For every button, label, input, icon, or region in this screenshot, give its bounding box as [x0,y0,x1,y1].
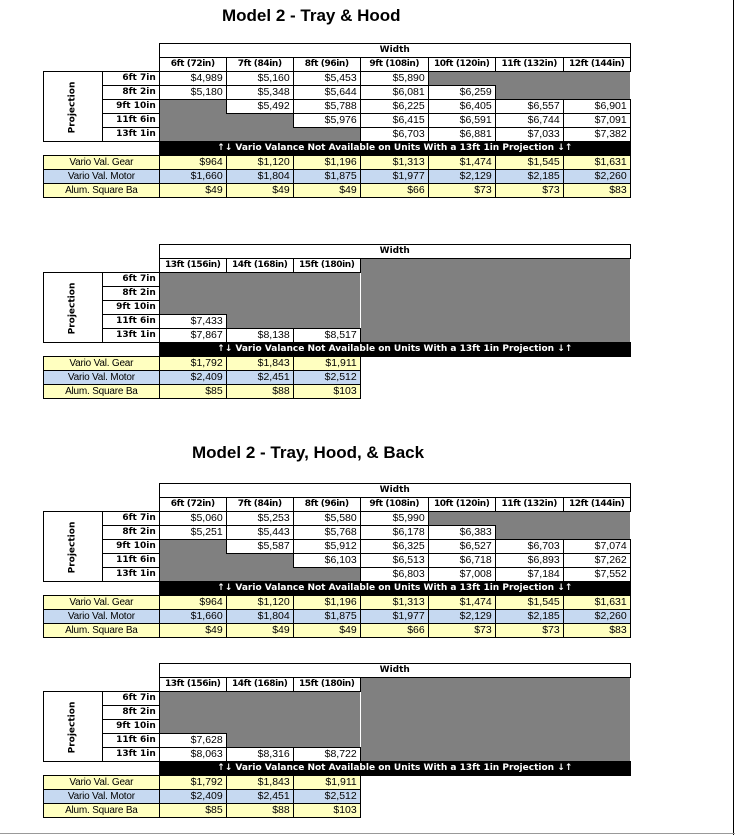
option-row-gear [44,776,631,790]
unavailable-cell [159,273,226,287]
option-label-motor: Vario Val. Motor [44,170,160,184]
row-header: 11ft 6in [102,114,159,128]
projection-header [44,273,103,343]
option-price: $1,120 [226,596,293,610]
row-header: 9ft 10in [102,720,159,734]
price-cell: $7,091 [563,114,630,128]
price-cell: $5,890 [360,72,428,86]
price-cell: $5,160 [226,72,293,86]
price-cell: $5,453 [293,72,360,86]
price-cell: $6,703 [360,128,428,142]
table-row [44,540,631,554]
column-header: 14ft (168in) [226,678,293,692]
price-cell: $6,703 [495,540,563,554]
price-cell: $6,527 [428,540,495,554]
column-header: 9ft (108in) [360,498,428,512]
option-price: $964 [159,596,226,610]
table-row [44,554,631,568]
price-cell: $4,989 [159,72,226,86]
unavailable-cell [226,273,293,287]
option-price: $1,804 [226,170,293,184]
option-row-gear [44,596,631,610]
option-price: $1,792 [159,357,226,371]
column-header: 6ft (72in) [159,498,226,512]
option-price: $73 [428,184,495,198]
table-row [44,86,631,100]
price-cell: $8,722 [293,748,360,762]
option-price: $2,512 [293,790,360,804]
projection-label: Projection [67,81,78,133]
option-price: $103 [293,804,360,818]
projection-label: Projection [67,521,78,573]
unavailable-cell [563,526,630,540]
page-bottom-border [0,833,735,834]
price-cell: $6,103 [293,554,360,568]
column-header-row [44,678,631,692]
width-header-row [44,484,631,498]
unavailable-cell [495,86,563,100]
unavailable-cell [563,72,630,86]
table-row [44,526,631,540]
unavailable-cell [226,315,293,329]
width-header: Width [159,484,630,498]
option-price: $1,196 [293,596,360,610]
option-price: $1,843 [226,776,293,790]
column-header: 7ft (84in) [226,498,293,512]
price-cell: $5,580 [293,512,360,526]
width-header-row [44,245,631,259]
option-row-square-bar [44,385,631,399]
projection-label: Projection [67,701,78,753]
unavailable-cell [159,706,226,720]
option-price: $88 [226,804,293,818]
unavailable-cell [293,692,360,706]
unavailable-cell [226,128,293,142]
row-header: 13ft 1in [102,568,159,582]
column-header: 8ft (96in) [293,58,360,72]
option-row-motor [44,371,631,385]
width-header: Width [159,664,630,678]
column-header: 12ft (144in) [563,58,630,72]
option-price: $1,660 [159,170,226,184]
option-label-square-bar: Alum. Square Ba [44,624,160,638]
price-cell: $5,180 [159,86,226,100]
unavailable-cell [226,720,293,734]
unavailable-cell [159,100,226,114]
option-price: $66 [360,184,428,198]
row-header: 13ft 1in [102,128,159,142]
notice-row [44,142,631,156]
option-price: $49 [159,184,226,198]
price-cell: $6,591 [428,114,495,128]
option-price: $1,545 [495,596,563,610]
unavailable-cell [226,568,293,582]
price-cell: $5,587 [226,540,293,554]
column-header: 6ft (72in) [159,58,226,72]
option-price: $1,313 [360,156,428,170]
option-price: $1,196 [293,156,360,170]
option-price: $1,875 [293,610,360,624]
valance-notice: ↑↓ Vario Valance Not Available on Units With a 13ft 1in Projection ↓↑ [159,142,630,156]
unavailable-cell [159,540,226,554]
unavailable-area [360,678,630,762]
row-header: 6ft 7in [102,273,159,287]
price-cell: $8,138 [226,329,293,343]
price-cell: $5,060 [159,512,226,526]
option-label-gear: Vario Val. Gear [44,156,160,170]
price-cell: $8,063 [159,748,226,762]
price-cell: $8,316 [226,748,293,762]
option-price: $2,129 [428,170,495,184]
table-row [44,128,631,142]
price-cell: $7,552 [563,568,630,582]
price-cell: $5,768 [293,526,360,540]
price-cell: $6,178 [360,526,428,540]
row-header: 8ft 2in [102,526,159,540]
column-header-row [44,58,631,72]
option-row-square-bar [44,804,631,818]
option-price: $2,512 [293,371,360,385]
option-price: $1,545 [495,156,563,170]
price-cell: $6,744 [495,114,563,128]
option-price: $83 [563,184,630,198]
option-price: $2,185 [495,170,563,184]
option-label-motor: Vario Val. Motor [44,610,160,624]
width-header-row [44,44,631,58]
price-cell: $7,262 [563,554,630,568]
column-header-row [44,498,631,512]
price-cell: $7,867 [159,329,226,343]
option-price: $73 [428,624,495,638]
section-title-tray-hood-back: Model 2 - Tray, Hood, & Back [192,443,425,462]
option-price: $1,660 [159,610,226,624]
column-header: 11ft (132in) [495,58,563,72]
unavailable-cell [226,114,293,128]
unavailable-cell [428,512,495,526]
row-header: 8ft 2in [102,287,159,301]
notice-row [44,343,631,357]
column-header: 10ft (120in) [428,498,495,512]
option-price: $2,451 [226,790,293,804]
option-label-square-bar: Alum. Square Ba [44,385,160,399]
option-price: $1,474 [428,596,495,610]
option-price: $2,260 [563,170,630,184]
row-header: 6ft 7in [102,512,159,526]
price-cell: $7,382 [563,128,630,142]
row-header: 8ft 2in [102,86,159,100]
option-row-gear [44,156,631,170]
column-header: 15ft (180in) [293,259,360,273]
column-header: 9ft (108in) [360,58,428,72]
price-cell: $5,990 [360,512,428,526]
option-price: $1,631 [563,156,630,170]
option-price: $103 [293,385,360,399]
price-cell: $6,405 [428,100,495,114]
price-table-tray-hood-standard [43,43,631,198]
price-cell: $6,803 [360,568,428,582]
option-price: $964 [159,156,226,170]
price-cell: $5,976 [293,114,360,128]
width-header-row [44,664,631,678]
option-price: $1,977 [360,170,428,184]
unavailable-cell [293,315,360,329]
column-header: 12ft (144in) [563,498,630,512]
option-price: $2,185 [495,610,563,624]
price-cell: $5,251 [159,526,226,540]
unavailable-cell [159,128,226,142]
option-price: $1,474 [428,156,495,170]
option-label-motor: Vario Val. Motor [44,371,160,385]
option-price: $85 [159,804,226,818]
price-cell: $7,433 [159,315,226,329]
row-header: 6ft 7in [102,72,159,86]
price-cell: $7,184 [495,568,563,582]
column-header: 13ft (156in) [159,678,226,692]
price-cell: $7,008 [428,568,495,582]
unavailable-cell [226,554,293,568]
option-label-gear: Vario Val. Gear [44,776,160,790]
option-price: $49 [226,184,293,198]
unavailable-cell [293,128,360,142]
option-label-motor: Vario Val. Motor [44,790,160,804]
option-price: $49 [293,184,360,198]
unavailable-cell [495,72,563,86]
valance-notice: ↑↓ Vario Valance Not Available on Units With a 13ft 1in Projection ↓↑ [159,762,630,776]
unavailable-cell [159,114,226,128]
price-cell: $5,492 [226,100,293,114]
price-cell: $6,893 [495,554,563,568]
table-row [44,100,631,114]
column-header-row [44,259,631,273]
unavailable-area [360,259,630,343]
option-row-square-bar [44,184,631,198]
projection-header [44,692,103,762]
option-price: $1,875 [293,170,360,184]
option-price: $85 [159,385,226,399]
option-row-motor [44,790,631,804]
option-label-square-bar: Alum. Square Ba [44,804,160,818]
column-header: 15ft (180in) [293,678,360,692]
projection-label: Projection [67,282,78,334]
unavailable-cell [293,734,360,748]
price-cell: $7,074 [563,540,630,554]
price-table-tray-hood-back-standard [43,483,631,638]
price-cell: $6,259 [428,86,495,100]
option-price: $2,451 [226,371,293,385]
price-cell: $5,912 [293,540,360,554]
option-price: $1,911 [293,776,360,790]
notice-row [44,762,631,776]
option-price: $88 [226,385,293,399]
option-row-square-bar [44,624,631,638]
row-header: 11ft 6in [102,554,159,568]
row-header: 8ft 2in [102,706,159,720]
table-row [44,512,631,526]
unavailable-cell [563,86,630,100]
section-title-tray-hood: Model 2 - Tray & Hood [222,6,401,25]
row-header: 9ft 10in [102,301,159,315]
unavailable-cell [159,568,226,582]
price-cell: $8,517 [293,329,360,343]
price-table-tray-hood-back-wide [43,663,631,818]
option-price: $49 [159,624,226,638]
row-header: 13ft 1in [102,748,159,762]
unavailable-cell [293,287,360,301]
row-header: 11ft 6in [102,734,159,748]
price-cell: $6,901 [563,100,630,114]
row-header: 11ft 6in [102,315,159,329]
option-price: $1,631 [563,596,630,610]
unavailable-cell [563,512,630,526]
column-header: 8ft (96in) [293,498,360,512]
price-cell: $6,225 [360,100,428,114]
price-cell: $5,788 [293,100,360,114]
table-row [44,114,631,128]
valance-notice: ↑↓ Vario Valance Not Available on Units With a 13ft 1in Projection ↓↑ [159,582,630,596]
unavailable-cell [159,554,226,568]
row-header: 9ft 10in [102,100,159,114]
unavailable-cell [293,301,360,315]
row-header: 6ft 7in [102,692,159,706]
option-label-square-bar: Alum. Square Ba [44,184,160,198]
unavailable-cell [293,273,360,287]
option-price: $1,120 [226,156,293,170]
page-right-border [733,0,734,835]
unavailable-cell [159,301,226,315]
price-cell: $5,253 [226,512,293,526]
column-header: 11ft (132in) [495,498,563,512]
unavailable-cell [495,526,563,540]
projection-header [44,512,103,582]
price-cell: $7,033 [495,128,563,142]
option-price: $1,843 [226,357,293,371]
valance-notice: ↑↓ Vario Valance Not Available on Units With a 13ft 1in Projection ↓↑ [159,343,630,357]
unavailable-cell [226,706,293,720]
option-price: $2,260 [563,610,630,624]
option-row-motor [44,170,631,184]
price-cell: $6,557 [495,100,563,114]
option-price: $2,409 [159,371,226,385]
price-cell: $6,881 [428,128,495,142]
price-cell: $6,383 [428,526,495,540]
price-cell: $5,644 [293,86,360,100]
width-header: Width [159,44,630,58]
price-cell: $6,081 [360,86,428,100]
unavailable-cell [226,301,293,315]
table-row [44,568,631,582]
price-table-tray-hood-wide [43,244,631,399]
price-cell: $6,325 [360,540,428,554]
unavailable-cell [226,734,293,748]
unavailable-cell [495,512,563,526]
unavailable-cell [226,287,293,301]
projection-header [44,72,103,142]
option-price: $66 [360,624,428,638]
price-cell: $7,628 [159,734,226,748]
width-header: Width [159,245,630,259]
notice-row [44,582,631,596]
option-price: $2,129 [428,610,495,624]
price-cell: $6,513 [360,554,428,568]
option-price: $83 [563,624,630,638]
row-header: 9ft 10in [102,540,159,554]
price-cell: $6,718 [428,554,495,568]
option-price: $1,911 [293,357,360,371]
option-price: $49 [226,624,293,638]
unavailable-cell [428,72,495,86]
option-price: $1,792 [159,776,226,790]
option-price: $1,313 [360,596,428,610]
unavailable-cell [293,720,360,734]
option-price: $1,804 [226,610,293,624]
column-header: 7ft (84in) [226,58,293,72]
option-price: $1,977 [360,610,428,624]
price-cell: $5,348 [226,86,293,100]
option-label-gear: Vario Val. Gear [44,596,160,610]
column-header: 14ft (168in) [226,259,293,273]
price-cell: $6,415 [360,114,428,128]
unavailable-cell [293,706,360,720]
option-price: $73 [495,624,563,638]
row-header: 13ft 1in [102,329,159,343]
option-row-motor [44,610,631,624]
column-header: 13ft (156in) [159,259,226,273]
option-price: $49 [293,624,360,638]
unavailable-cell [293,568,360,582]
option-row-gear [44,357,631,371]
option-price: $2,409 [159,790,226,804]
column-header: 10ft (120in) [428,58,495,72]
unavailable-cell [159,720,226,734]
option-price: $73 [495,184,563,198]
unavailable-cell [226,692,293,706]
option-label-gear: Vario Val. Gear [44,357,160,371]
unavailable-cell [159,692,226,706]
price-cell: $5,443 [226,526,293,540]
table-row [44,72,631,86]
unavailable-cell [159,287,226,301]
